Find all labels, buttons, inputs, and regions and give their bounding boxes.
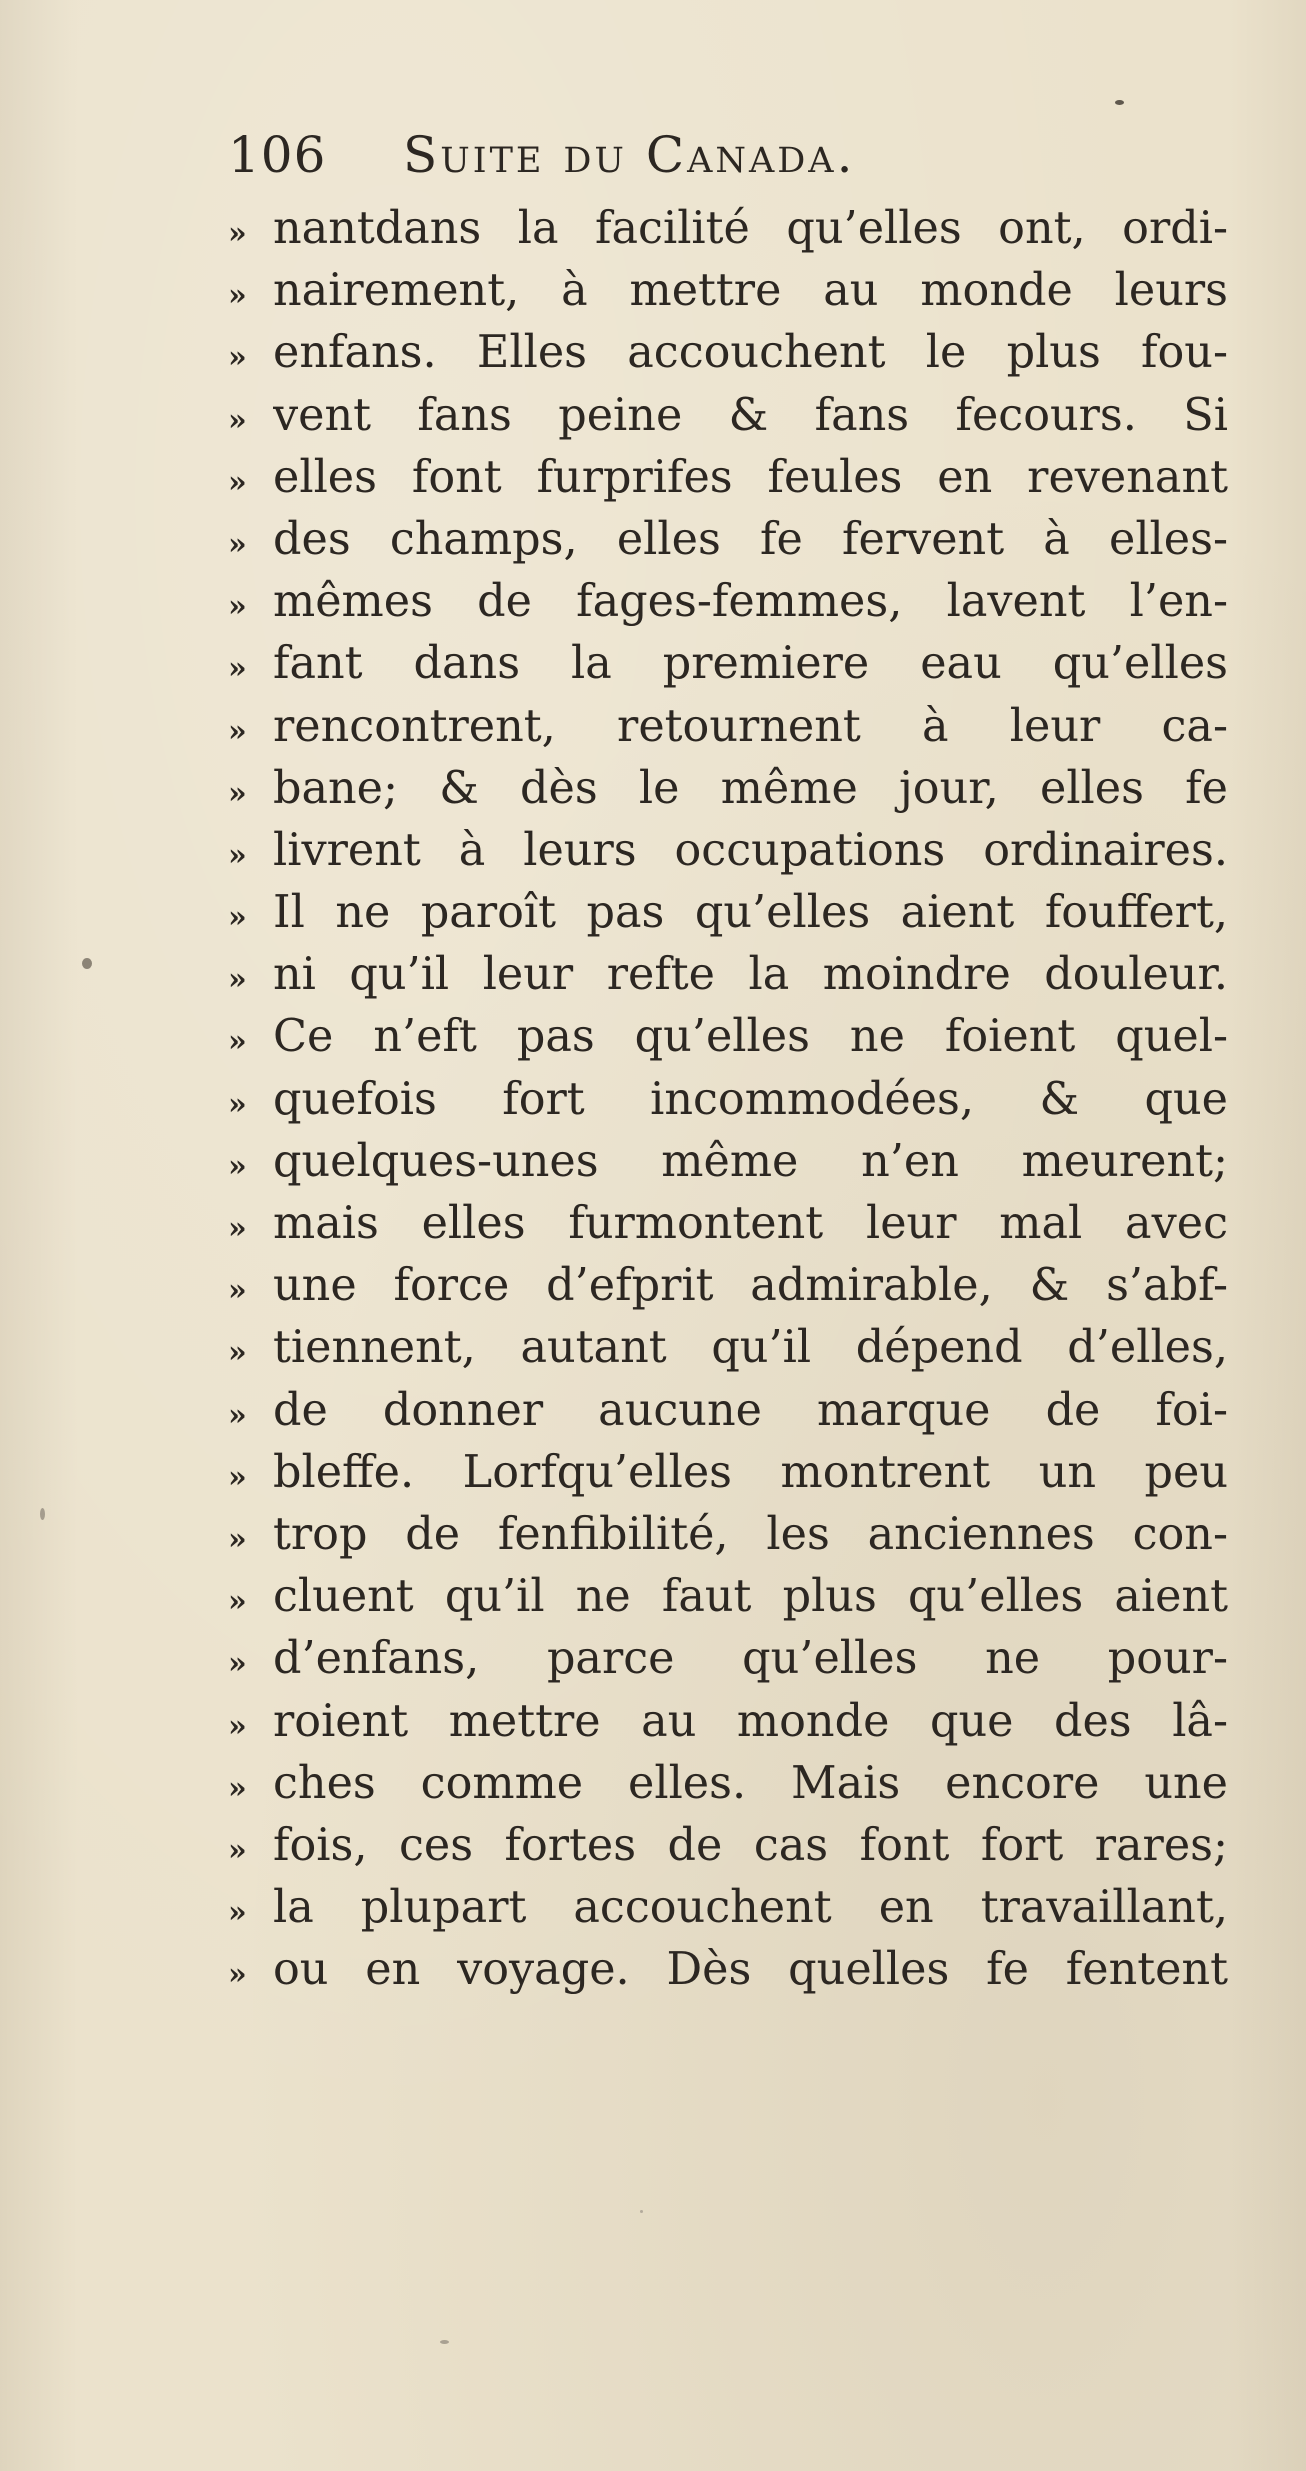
quotation-mark: »	[228, 1584, 247, 1620]
line-text: la plupart accouchent en travaillant,	[273, 1882, 1228, 1934]
line-text: quelques-unes même n’en meurent;	[273, 1135, 1228, 1187]
body-text	[228, 198, 1228, 2001]
text-line	[228, 696, 1228, 758]
text-line	[228, 1877, 1228, 1939]
line-text: d’enfans, parce qu’elles ne pour-	[273, 1633, 1228, 1685]
line-text: mais elles furmontent leur mal avec	[273, 1198, 1228, 1249]
quotation-mark: »	[228, 464, 247, 500]
line-text: fant dans la premiere eau qu’elles	[273, 638, 1228, 690]
paper-speck	[82, 958, 92, 969]
text-line	[228, 758, 1228, 820]
quotation-mark: »	[228, 1024, 247, 1060]
text-line	[228, 944, 1228, 1006]
text-line	[228, 1504, 1228, 1566]
text-line	[228, 1317, 1228, 1379]
text-line	[228, 1006, 1228, 1068]
quotation-mark: »	[228, 1770, 247, 1806]
text-line	[228, 882, 1228, 944]
quotation-mark: »	[228, 278, 247, 314]
quotation-mark: »	[228, 837, 247, 873]
paper-speck	[640, 2210, 643, 2213]
quotation-mark: »	[228, 775, 247, 811]
quotation-mark: »	[228, 1521, 247, 1557]
text-line	[228, 198, 1228, 260]
text-line	[228, 1193, 1228, 1255]
paper-speck	[440, 2340, 449, 2344]
line-text: trop de fenfibilité, les anciennes con-	[273, 1508, 1228, 1560]
line-text: vent fans peine & fans fecours. Si	[273, 389, 1228, 441]
quotation-mark: »	[228, 1335, 247, 1371]
line-text: cluent qu’il ne faut plus qu’elles aient	[273, 1571, 1228, 1623]
quotation-mark: »	[228, 1148, 247, 1184]
line-text: rencontrent, retournent à leur ca-	[273, 700, 1228, 752]
page-number: 106	[228, 126, 327, 184]
quotation-mark: »	[228, 713, 247, 749]
running-title: Suite du Canada.	[403, 126, 856, 184]
text-line	[228, 260, 1228, 322]
text-line	[228, 633, 1228, 695]
line-text: nairement, à mettre au monde leurs	[273, 265, 1228, 317]
text-line	[228, 1628, 1228, 1690]
quotation-mark: »	[228, 1957, 247, 1993]
quotation-mark: »	[228, 1895, 247, 1931]
text-line	[228, 1255, 1228, 1317]
text-line	[228, 1442, 1228, 1504]
quotation-mark: »	[228, 402, 247, 438]
quotation-mark: »	[228, 1086, 247, 1122]
line-text: quefois fort incommodées, & que	[273, 1073, 1228, 1125]
quotation-mark: »	[228, 900, 247, 936]
text-line	[228, 1753, 1228, 1815]
paper-speck	[40, 1508, 45, 1520]
quotation-mark: »	[228, 216, 247, 251]
line-text: tiennent, autant qu’il dépend d’elles,	[273, 1322, 1228, 1374]
line-text: mêmes de fages-femmes, lavent l’en-	[273, 576, 1228, 628]
line-text: Ce n’eft pas qu’elles ne foient quel-	[273, 1011, 1228, 1063]
line-text: enfans. Elles accouchent le plus fou-	[273, 327, 1228, 379]
quotation-mark: »	[228, 651, 247, 687]
quotation-mark: »	[228, 1646, 247, 1682]
text-line	[228, 1380, 1228, 1442]
line-text: elles font furprifes feules en revenant	[273, 451, 1228, 503]
text-line	[228, 820, 1228, 882]
text-line	[228, 1069, 1228, 1131]
line-text: roient mettre au monde que des lâ-	[273, 1695, 1228, 1747]
paper-speck	[1115, 100, 1124, 105]
line-text: ou en voyage. Dès quelles fe fentent	[273, 1944, 1228, 1996]
quotation-mark: »	[228, 962, 247, 998]
line-text: ni qu’il leur refte la moindre douleur.	[273, 949, 1228, 1001]
quotation-mark: »	[228, 340, 247, 376]
text-line	[228, 1566, 1228, 1628]
text-line	[228, 1691, 1228, 1753]
line-text: une force d’efprit admirable, & s’abf-	[273, 1260, 1228, 1312]
line-text: Il ne paroît pas qu’elles aient fouffert,	[273, 887, 1228, 939]
text-line	[228, 385, 1228, 447]
line-text: ches comme elles. Mais encore une	[273, 1757, 1228, 1809]
quotation-mark: »	[228, 589, 247, 625]
line-text: livrent à leurs occupations ordinaires.	[273, 824, 1228, 876]
line-text: bleffe. Lorfqu’elles montrent un peu	[273, 1446, 1228, 1498]
text-line	[228, 447, 1228, 509]
quotation-mark: »	[228, 1708, 247, 1744]
line-text: bane; & dès le même jour, elles fe	[273, 762, 1228, 814]
text-line	[228, 571, 1228, 633]
quotation-mark: »	[228, 1397, 247, 1433]
page-header	[228, 120, 1228, 190]
quotation-mark: »	[228, 526, 247, 562]
line-text: nantdans la facilité qu’elles ont, ordi-	[273, 203, 1228, 254]
text-line	[228, 509, 1228, 571]
text-line	[228, 1939, 1228, 2001]
line-text: des champs, elles fe fervent à elles-	[273, 513, 1228, 565]
line-text: de donner aucune marque de foi-	[273, 1384, 1228, 1436]
quotation-mark: »	[228, 1832, 247, 1868]
quotation-mark: »	[228, 1211, 247, 1246]
line-text: fois, ces fortes de cas font fort rares;	[273, 1819, 1228, 1871]
text-line	[228, 1815, 1228, 1877]
quotation-mark: »	[228, 1459, 247, 1495]
text-line	[228, 322, 1228, 384]
quotation-mark: »	[228, 1273, 247, 1309]
text-line	[228, 1131, 1228, 1193]
